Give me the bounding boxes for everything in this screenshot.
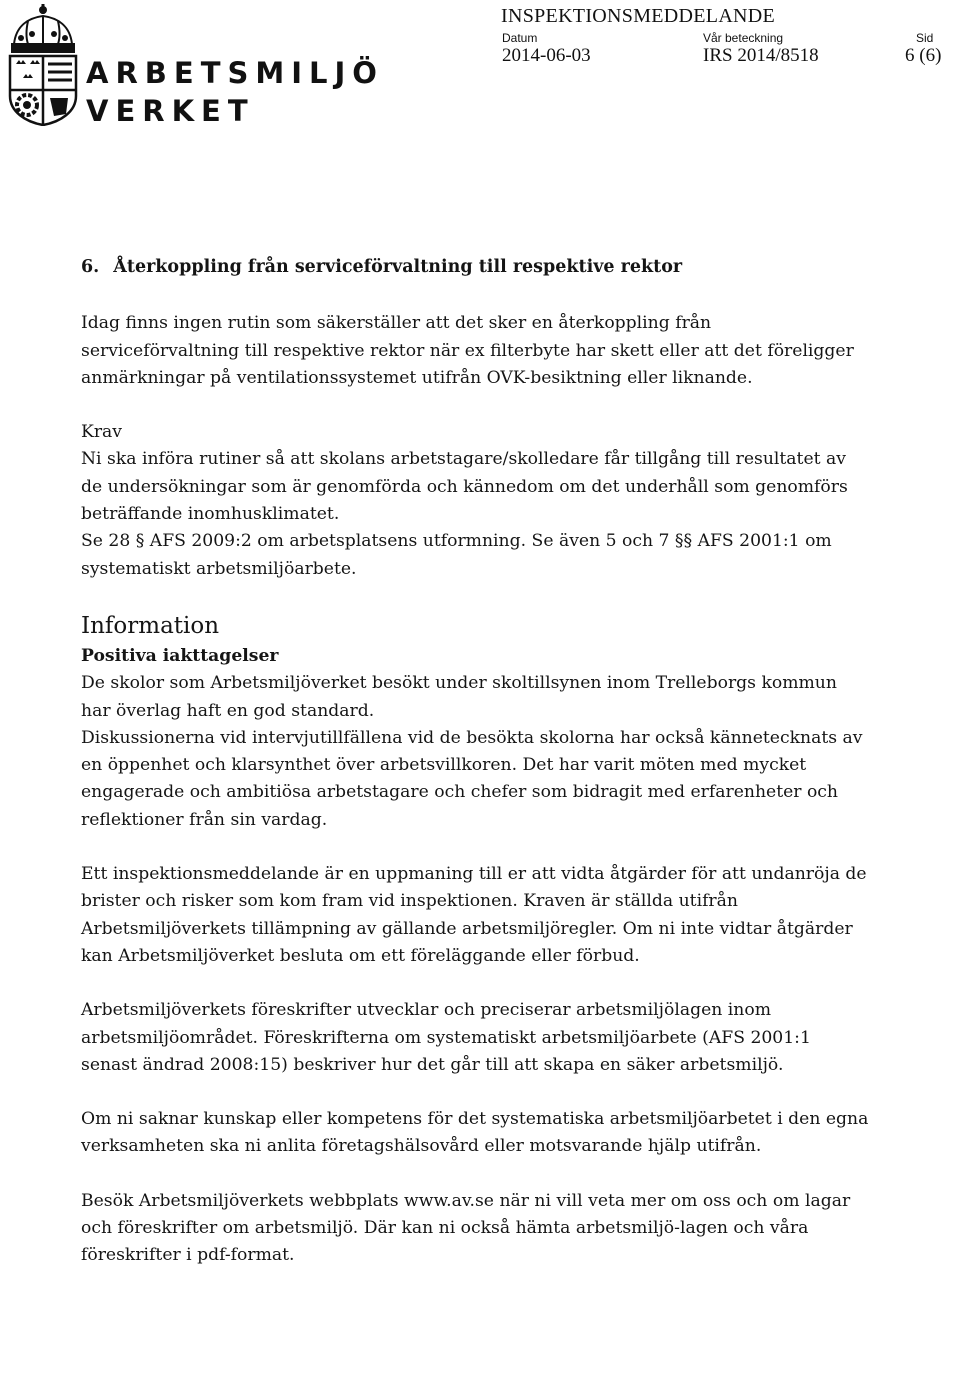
information-heading: Information bbox=[81, 612, 220, 639]
information-paragraph-2: Diskussionerna vid intervjutillfällena vid de besökta skolorna har också kännetecknats av en öppenhet och klarsynthet över arbetsvillkoren. Det har varit möten med mycket engagerade och ambitiösa arbetstagare och chefer som bidragit med erfarenheter och reflektioner från sin vardag. bbox=[81, 727, 863, 830]
logo-line-2: VERKET bbox=[86, 94, 255, 128]
date-value: 2014-06-03 bbox=[502, 45, 591, 66]
section-number: 6. bbox=[81, 257, 100, 277]
information-paragraph-3: Ett inspektionsmeddelande är en uppmaning till er att vidta åtgärder för att undanröja de brister och risker som kom fram vid inspektionen. Kraven är ställda utifrån Arbetsmiljöverkets tillämpning av gällande arbetsmiljöregler. Om ni inte vidtar åtgärder kan Arbetsmiljöverket besluta om ett föreläggande eller förbud. bbox=[81, 864, 867, 966]
date-label: Datum bbox=[502, 31, 538, 45]
crown-crest-icon bbox=[4, 4, 82, 126]
information-paragraph-5: Om ni saknar kunskap eller kompetens för det systematiska arbetsmiljöarbetet i den egna verksamheten ska ni anlita företagshälsovård eller motsvarande hjälp utifrån. bbox=[81, 1109, 869, 1157]
requirement-reference: Se 28 § AFS 2009:2 om arbetsplatsens utformning. Se även 5 och 7 §§ AFS 2001:1 om systematiskt arbetsmiljöarbete. bbox=[81, 531, 832, 579]
information-paragraph-6: Besök Arbetsmiljöverkets webbplats www.av.se när ni vill veta mer om oss och om lagar och föreskrifter om arbetsmiljö. Där kan ni också hämta arbetsmiljö-lagen och våra föreskrifter i pdf-format. bbox=[81, 1190, 851, 1266]
information-paragraph-4: Arbetsmiljöverkets föreskrifter utvecklar och preciserar arbetsmiljölagen inom arbetsmiljöområdet. Föreskrifterna om systematiskt arbetsmiljöarbete (AFS 2001:1 senast ändrad 2008:15) beskriver hur det går till att skapa en säker arbetsmiljö. bbox=[81, 1000, 811, 1075]
section-title: Återkoppling från serviceförvaltning till respektive rektor bbox=[113, 257, 683, 277]
document-body bbox=[81, 254, 871, 1270]
section-heading bbox=[81, 254, 871, 281]
logo-wordmark bbox=[86, 54, 384, 130]
page-label: Sid bbox=[916, 31, 934, 45]
information-paragraph-1: De skolor som Arbetsmiljöverket besökt under skoltillsynen inom Trelleborgs kommun har överlag haft en god standard. bbox=[81, 673, 837, 721]
logo-line-1: ARBETSMILJÖ bbox=[86, 56, 384, 90]
reference-label: Vår beteckning bbox=[703, 31, 784, 45]
requirement-label: Krav bbox=[81, 422, 123, 443]
finding-paragraph: Idag finns ingen rutin som säkerställer att det sker en återkoppling från serviceförvaltning till respektive rektor när ex filterbyte har skett eller att det föreligger anmärkningar på ventilationssystemet utifrån OVK-besiktning eller liknande. bbox=[81, 313, 854, 388]
requirement-text: Ni ska införa rutiner så att skolans arbetstagare/skolledare får tillgång till resultatet av de undersökningar som är genomförda och kännedom om det underhåll som genomförs beträffande inomhusklimatet. bbox=[81, 449, 848, 525]
positive-observations-heading: Positiva iakttagelser bbox=[81, 645, 279, 666]
page-value: 6 (6) bbox=[905, 45, 942, 66]
document-type: INSPEKTIONSMEDDELANDE bbox=[501, 5, 776, 27]
agency-logo bbox=[4, 4, 384, 128]
reference-value: IRS 2014/8518 bbox=[703, 45, 819, 66]
